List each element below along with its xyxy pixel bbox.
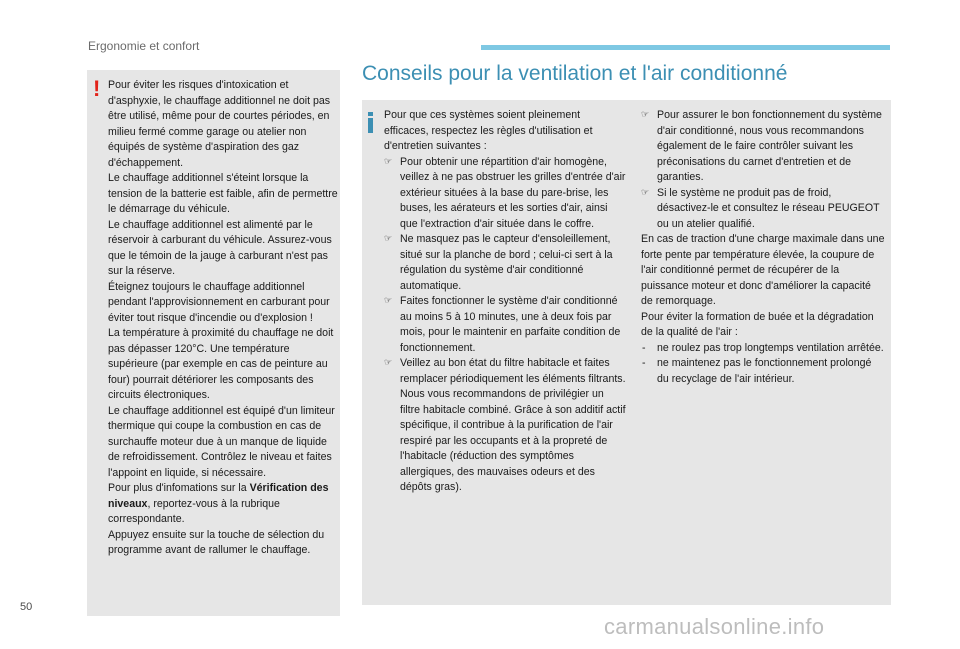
info-icon-bar — [368, 118, 373, 133]
warning-paragraph: Le chauffage additionnel est alimenté par le réservoir à carburant du véhicule. Assurez-vous que le témoin de la jauge à carburant n'est pas sur la réserve. — [108, 218, 332, 277]
section-title: Conseils pour la ventilation et l'air conditionné — [362, 62, 788, 85]
page-number: 50 — [20, 601, 33, 613]
reference-prefix: Pour plus d'infomations sur la — [108, 482, 250, 494]
info-box — [362, 100, 891, 605]
chapter-title: Ergonomie et confort — [88, 39, 200, 53]
hand-pointer-icon: ☞ — [384, 234, 393, 244]
list-item-text: Faites fonctionner le système d'air conditionné au moins 5 à 10 minutes, une à deux fois par mois, pour le maintenir en parfaite condition de fonctionnement. — [400, 295, 621, 354]
watermark: carmanualsonline.info — [604, 614, 825, 639]
list-item — [641, 108, 885, 186]
warning-paragraph: La température à proximité du chauffage ne doit pas dépasser 120°C. Une température supérieure (par exemple en cas de peinture au four) pourrait détériorer les composants des circuits électroniques. — [108, 327, 334, 401]
list-item-text: Pour assurer le bon fonctionnement du système d'air conditionné, nous vous recommandons également de le faire contrôler suivant les préconisations du carnet d'entretien et de garanties. — [657, 109, 882, 183]
hand-pointer-icon: ☞ — [384, 296, 393, 306]
towing-paragraph: En cas de traction d'une charge maximale dans une forte pente par température élevée, la coupure de l'air conditionné permet de récupérer de la puissance moteur et donc d'améliorer la capacité de remorquage. — [641, 233, 885, 307]
dash-marker: - — [642, 341, 646, 354]
chapter-accent-bar — [481, 45, 890, 50]
info-intro: Pour que ces systèmes soient pleinement efficaces, respectez les règles d'utilisation et d'entretien suivantes : — [384, 109, 593, 152]
list-item — [384, 294, 626, 356]
info-icon-dot — [368, 112, 373, 116]
fogging-intro: Pour éviter la formation de buée et la dégradation de la qualité de l'air : — [641, 310, 874, 338]
warning-paragraph: Le chauffage additionnel est équipé d'un limiteur thermique qui coupe la combustion en cas de surchauffe moteur due à un manque de liquide de refroidissement. Contrôlez le niveau et faites l'appoint en liquide, si nécessaire. — [108, 404, 335, 479]
hand-pointer-icon: ☞ — [641, 110, 650, 120]
info-column-left — [384, 108, 626, 496]
exclamation-icon: ! — [93, 76, 101, 101]
dash-marker: - — [642, 357, 646, 369]
list-item — [384, 232, 626, 294]
warning-paragraph: Éteignez toujours le chauffage additionnel pendant l'approvisionnement en carburant pour éviter tout risque d'incendie ou d'explosion ! — [108, 280, 330, 324]
list-item — [641, 186, 885, 233]
list-item-text: Pour obtenir une répartition d'air homogène, veillez à ne pas obstruer les grilles d'entrée d'air extérieur situées à la base du pare-brise, les buses, les aérateurs et les sorties d'air, ainsi que l'extraction d'air située dans le coffre. — [400, 155, 626, 230]
list-item — [384, 155, 626, 233]
list-item-text: Ne masquez pas le capteur d'ensoleillement, situé sur la planche de bord ; celui-ci sert à la régulation du système d'air conditionné automatique. — [400, 233, 613, 292]
dash-item-text: ne maintenez pas le fonctionnement prolongé du recyclage de l'air intérieur. — [657, 357, 872, 385]
list-item — [384, 356, 626, 496]
warning-text — [108, 78, 338, 559]
dash-item — [641, 341, 885, 357]
info-icon — [368, 112, 373, 132]
info-column-right — [641, 108, 885, 387]
hand-pointer-icon: ☞ — [384, 156, 393, 167]
warning-paragraph: Pour éviter les risques d'intoxication et d'asphyxie, le chauffage additionnel ne doit pas être utilisé, même pour de courtes périodes, en milieu fermé comme garage ou atelier non équipés de système d'aspiration des gaz d'échappement. — [108, 79, 331, 169]
hand-pointer-icon: ☞ — [641, 187, 650, 198]
reference-suffix: , reportez-vous à la rubrique correspondante. — [108, 497, 280, 525]
list-item-text: Si le système ne produit pas de froid, désactivez-le et consultez le réseau PEUGEOT ou un atelier qualifié. — [657, 186, 880, 230]
hand-pointer-icon: ☞ — [384, 358, 393, 368]
warning-paragraph: Le chauffage additionnel s'éteint lorsque la tension de la batterie est faible, afin de permettre le démarrage du véhicule. — [108, 172, 338, 215]
dash-item-text: ne roulez pas trop longtemps ventilation arrêtée. — [657, 341, 884, 354]
warning-paragraph: Appuyez ensuite sur la touche de sélection du programme avant de rallumer le chauffage. — [108, 528, 325, 556]
warning-box — [87, 70, 340, 616]
list-item-text: Veillez au bon état du filtre habitacle et faites remplacer périodiquement les éléments filtrants. Nous vous recommandons de privilégier un filtre habitacle combiné. Grâce à son additif actif spécifique, il contribue à la purification de l'air respiré par les occupants et à la propreté de l'habitacle (réduction des symptômes allergiques, des mauvaises odeurs et des dépôts gras). — [400, 357, 626, 493]
reference-link-text: Vérification des niveaux — [108, 482, 329, 510]
dash-item — [641, 356, 885, 387]
warning-reference — [108, 481, 338, 528]
